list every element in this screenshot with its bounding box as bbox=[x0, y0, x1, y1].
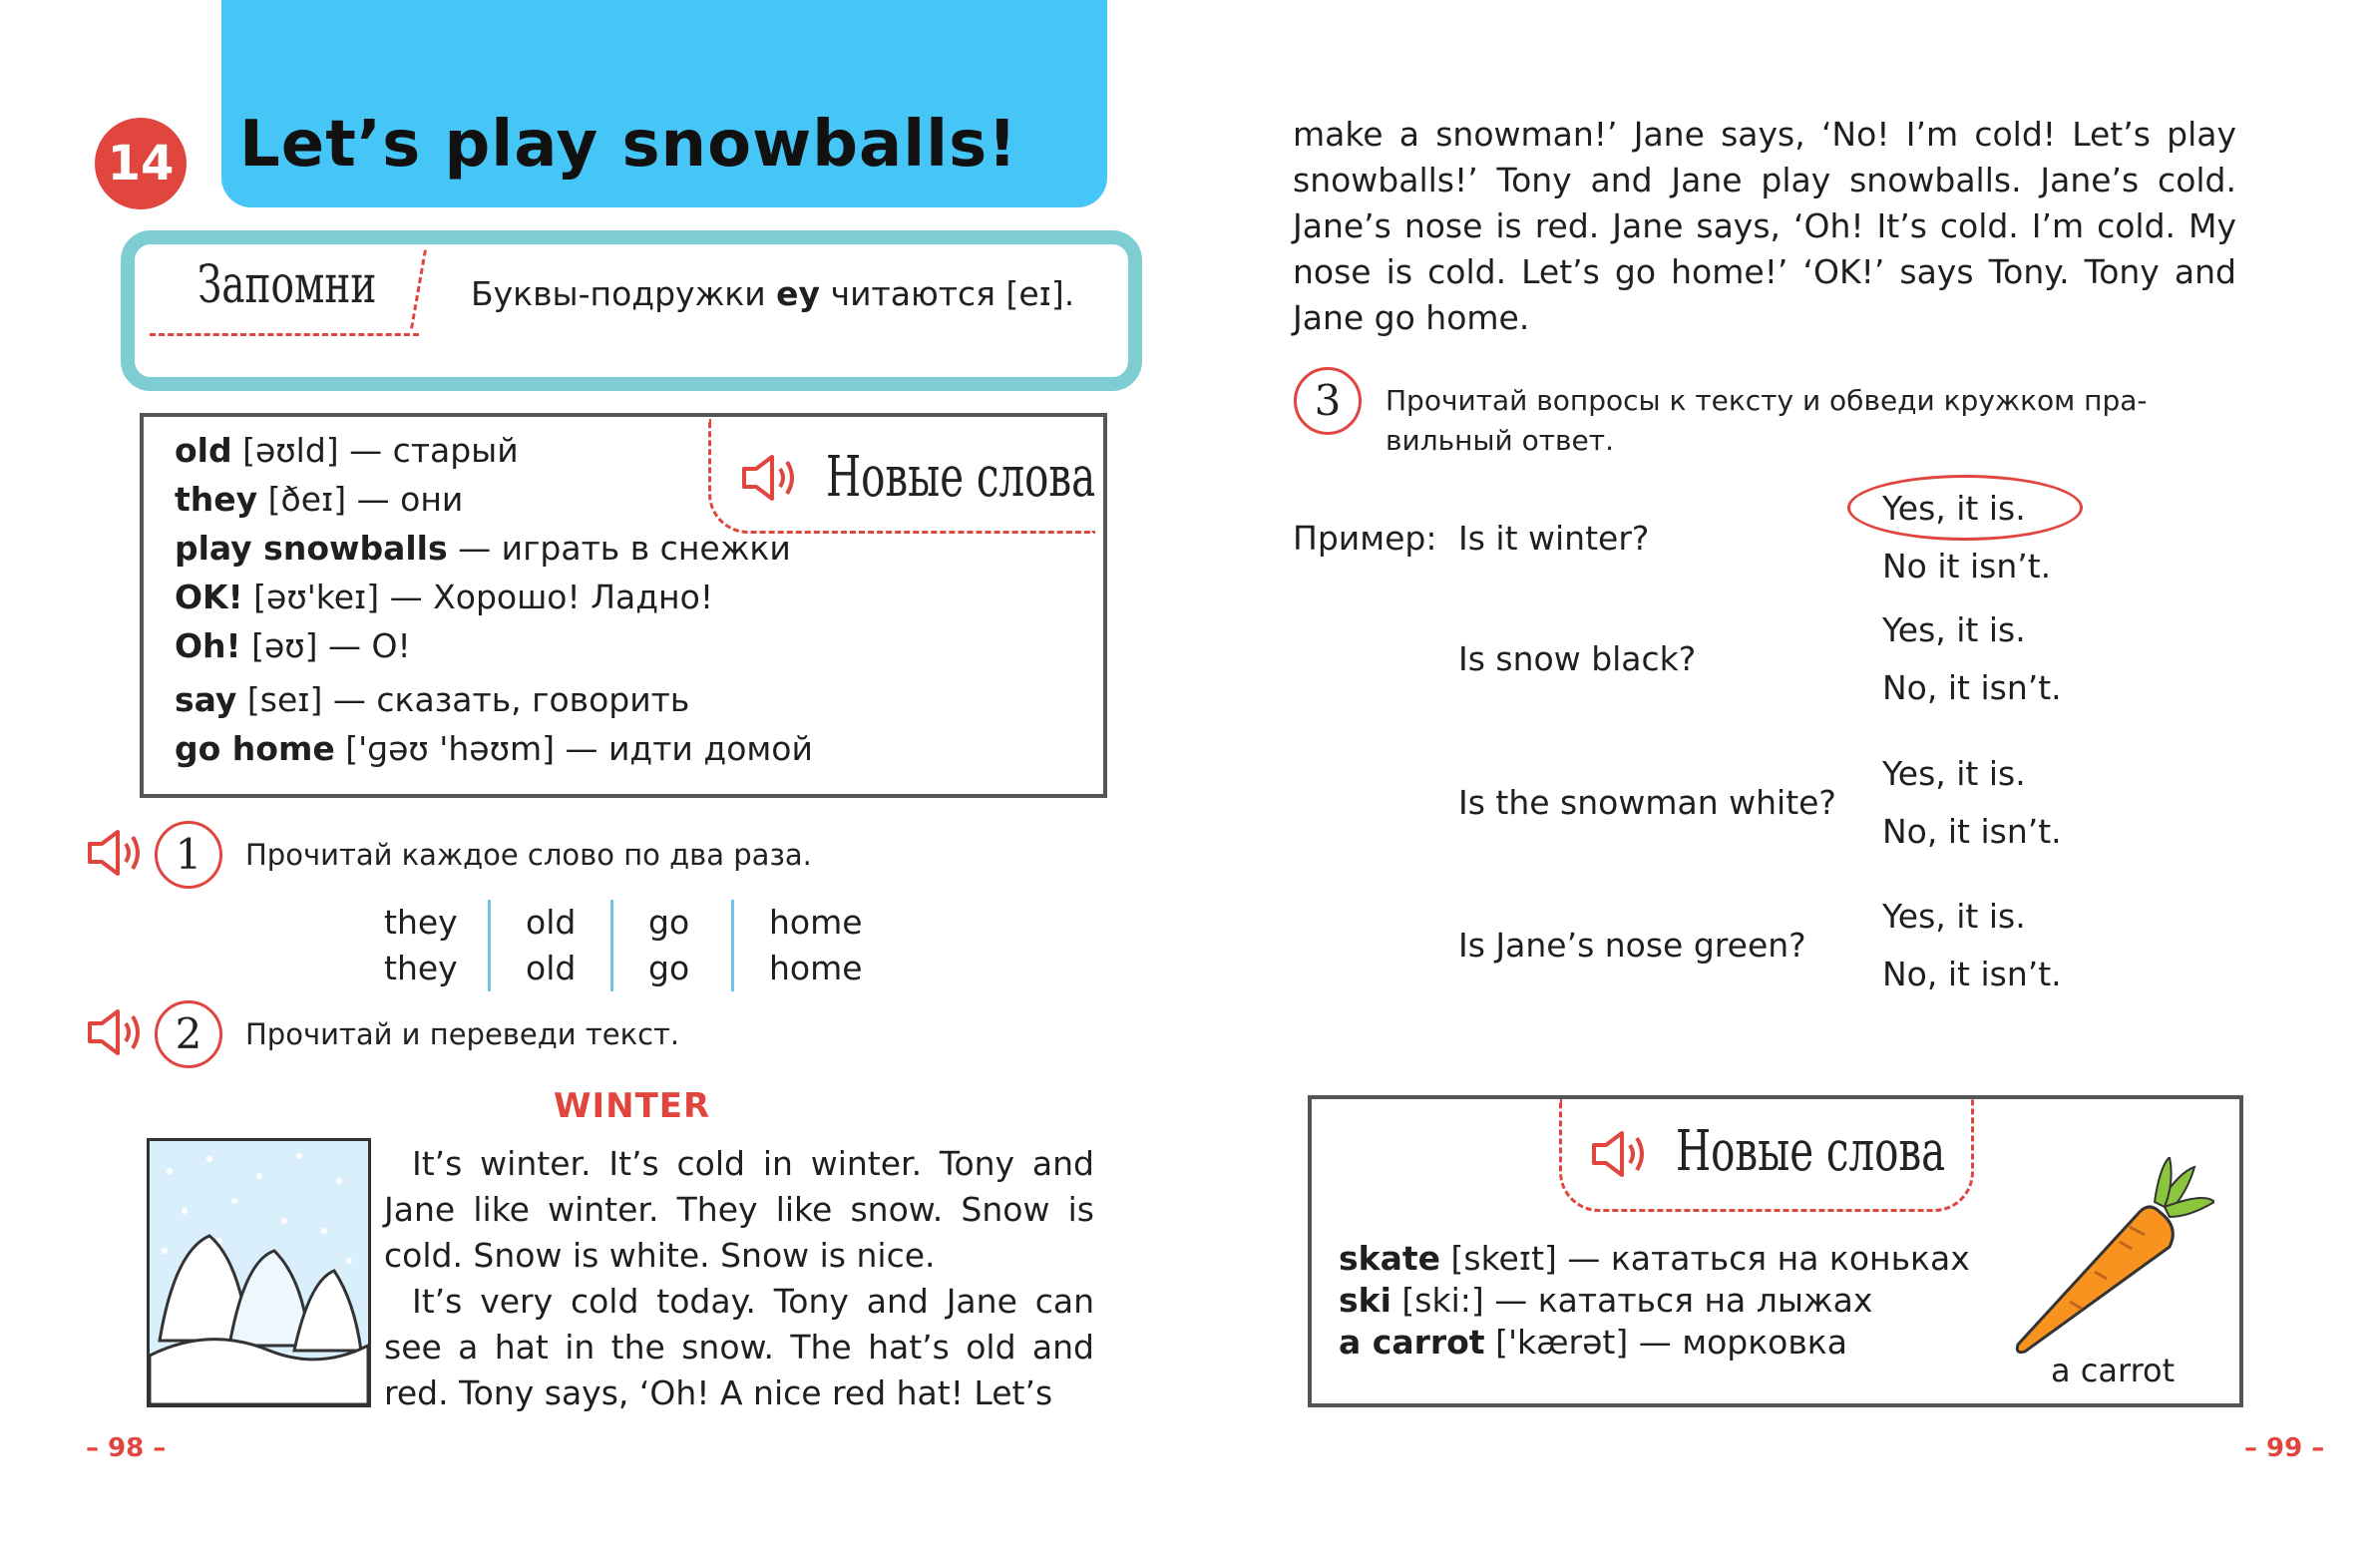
column-divider bbox=[488, 900, 491, 991]
vocab-item: ski [ski:] — кататься на лыжах bbox=[1339, 1281, 1873, 1320]
vocab-item: OK! [əʊ'keɪ] — Хорошо! Ладно! bbox=[175, 578, 714, 616]
carrot-caption: a carrot bbox=[2051, 1352, 2176, 1389]
vocab-item: say [seɪ] — сказать, говорить bbox=[175, 680, 690, 719]
answer-yes[interactable]: Yes, it is. bbox=[1882, 897, 2026, 936]
word-column: go go bbox=[648, 903, 690, 987]
remember-dash bbox=[150, 329, 419, 336]
exercise-instruction: Прочитай вопросы к тексту и обведи кружком пра- вильный ответ. bbox=[1386, 384, 2148, 457]
vocab-item: Oh! [əʊ] — О! bbox=[175, 626, 411, 665]
word-column: old old bbox=[526, 903, 577, 987]
answer-yes[interactable]: Yes, it is. bbox=[1882, 489, 2026, 528]
remember-rule: Буквы-подружки ey читаются [eɪ]. bbox=[471, 274, 1075, 313]
word-column: they they bbox=[384, 903, 458, 987]
exercise-number: 1 bbox=[155, 821, 222, 889]
story-paragraph: It’s very cold today. Tony and Jane can see a hat in the snow. The hat’s old and red. Tony says, ‘Oh! A nice red hat! Let’s bbox=[384, 1282, 1094, 1412]
answer-yes[interactable]: Yes, it is. bbox=[1882, 610, 2026, 649]
question: Is the snowman white? bbox=[1458, 783, 1836, 822]
carrot-illustration bbox=[2010, 1157, 2214, 1357]
story-continuation: make a snowman!’ Jane says, ‘No! I’m cold! Let’s play snowballs!’ Tony and Jane play snowballs. Jane’s cold. Jane’s nose is red. Jane says, ‘Oh! It’s cold. I’m cold. My nose is cold. Let’s go home!’ ‘OK!’ says Tony. Tony and Jane go home. bbox=[1293, 115, 2236, 337]
question: Is Jane’s nose green? bbox=[1458, 926, 1806, 965]
vocab-item: they [ðeɪ] — они bbox=[175, 480, 464, 519]
vocab-item: a carrot ['kærət] — морковка bbox=[1339, 1323, 1847, 1362]
page-number: – 99 – bbox=[2244, 1433, 2325, 1463]
question: Is it winter? bbox=[1458, 519, 1650, 558]
answer-no[interactable]: No, it isn’t. bbox=[1882, 955, 2062, 993]
answer-yes[interactable]: Yes, it is. bbox=[1882, 754, 2026, 793]
new-words-label: Новые слова bbox=[1676, 1119, 1946, 1184]
exercise-number: 2 bbox=[155, 1000, 222, 1068]
vocab-item: go home ['ɡəʊ 'həʊm] — идти домой bbox=[175, 729, 813, 768]
new-words-label: Новые слова bbox=[826, 445, 1096, 510]
speaker-icon[interactable] bbox=[1590, 1127, 1650, 1181]
lesson-number-badge: 14 bbox=[95, 118, 187, 209]
vocab-item: skate [skeɪt] — кататься на коньках bbox=[1339, 1239, 1970, 1278]
column-divider bbox=[610, 900, 613, 991]
story-title: WINTER bbox=[554, 1086, 711, 1126]
exercise-number: 3 bbox=[1294, 367, 1362, 435]
story-paragraph: It’s winter. It’s cold in winter. Tony and Jane like winter. They like snow. Snow is cold. Snow is white. Snow is nice. bbox=[384, 1144, 1094, 1275]
page-number: – 98 – bbox=[86, 1433, 167, 1463]
speaker-icon[interactable] bbox=[86, 826, 146, 880]
speaker-icon[interactable] bbox=[740, 451, 800, 505]
word-column: home home bbox=[769, 903, 863, 987]
winter-illustration bbox=[147, 1138, 371, 1407]
speaker-icon[interactable] bbox=[86, 1005, 146, 1059]
remember-label: Запомни bbox=[198, 255, 377, 315]
vocab-item: old [əʊld] — старый bbox=[175, 431, 519, 470]
exercise-instruction: Прочитай каждое слово по два раза. bbox=[245, 838, 812, 872]
answer-no[interactable]: No, it isn’t. bbox=[1882, 812, 2062, 851]
column-divider bbox=[731, 900, 734, 991]
example-label: Пример: bbox=[1293, 519, 1437, 558]
answer-no[interactable]: No, it isn’t. bbox=[1882, 668, 2062, 707]
lesson-title: Let’s play snowballs! bbox=[239, 108, 1018, 182]
vocab-item: play snowballs — играть в снежки bbox=[175, 529, 791, 568]
exercise-instruction: Прочитай и переведи текст. bbox=[245, 1017, 680, 1051]
question: Is snow black? bbox=[1458, 639, 1697, 678]
answer-no[interactable]: No it isn’t. bbox=[1882, 547, 2052, 585]
